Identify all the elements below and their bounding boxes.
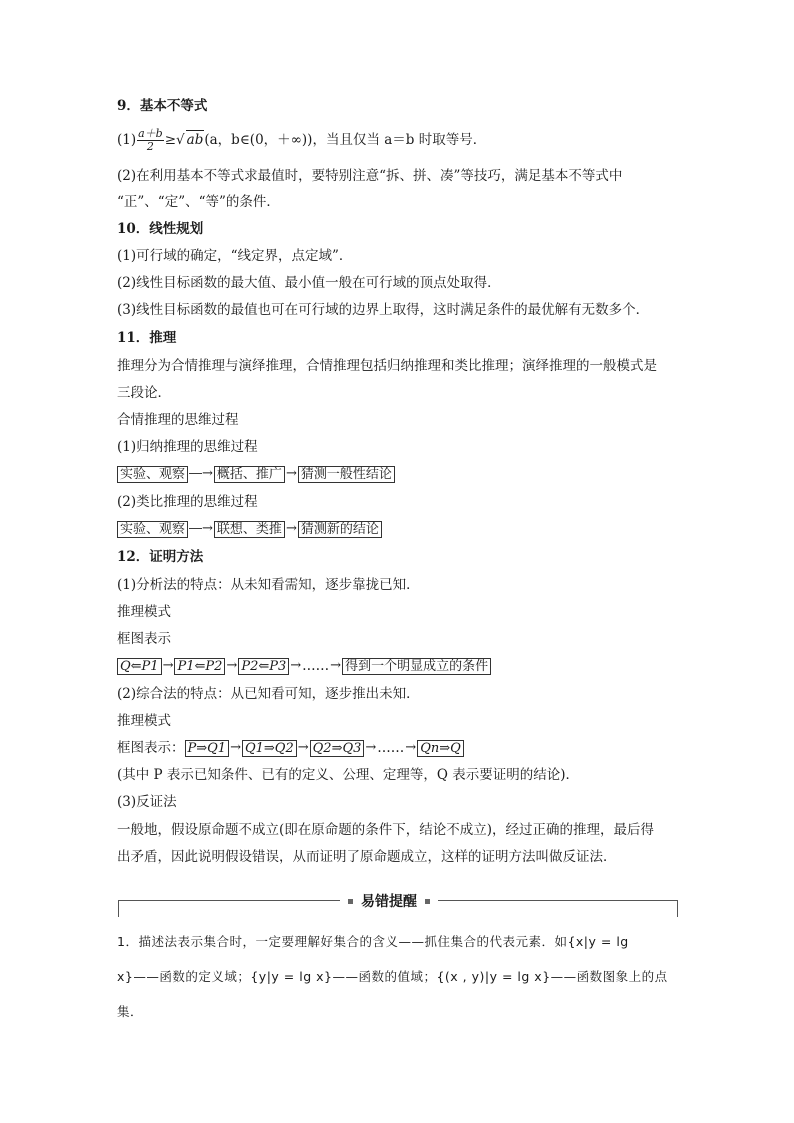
fraction-denominator: 2: [146, 140, 154, 153]
s10-line-2: (2)线性目标函数的最大值、最小值一般在可行域的顶点处取得．: [117, 275, 501, 291]
s12-para-3b: 出矛盾，因此说明假设错误，从而证明了原命题成立，这样的证明方法叫做反证法．: [117, 849, 617, 865]
s10-line-1: (1)可行域的确定，“线定界，点定域”．: [117, 248, 353, 264]
arrow-right-icon: →: [297, 740, 309, 755]
analogy-flowchart: [117, 520, 382, 538]
flow-box: 概括、推广: [214, 466, 285, 483]
error-1c: 集．: [117, 1004, 144, 1019]
s10-line-3: (3)线性目标函数的最值也可在可行域的边界上取得，这时满足条件的最优解有无数多个．: [117, 302, 650, 318]
flow-box: 实验、观察: [117, 466, 188, 483]
chart-label: 框图表示：: [117, 740, 185, 756]
section-9-heading: 9．基本不等式: [117, 98, 208, 114]
arrow-right-icon: ―→: [189, 466, 213, 481]
fraction: [137, 128, 164, 153]
s12-line-3: (3)反证法: [117, 794, 177, 810]
fraction-numerator: a＋b: [138, 127, 163, 140]
s12-note: (其中 P 表示已知条件、已有的定义、公理、定理等，Q 表示要证明的结论)．: [117, 767, 580, 783]
arrow-right-icon: →: [285, 466, 297, 481]
arrow-right-icon: →: [290, 658, 302, 673]
inequality-line: [117, 128, 486, 153]
arrow-right-icon: →: [285, 521, 297, 536]
inequality-condition: (a，b∈(0，＋∞))，当且仅当 a＝b 时取等号．: [204, 132, 487, 148]
s12-line-1: (1)分析法的特点：从未知看需知，逐步靠拢已知．: [117, 577, 420, 593]
flow-box: 猜测新的结论: [298, 521, 382, 538]
sqrt-radicand: ab: [186, 132, 204, 148]
section-12-heading: 12．证明方法: [117, 549, 204, 565]
analysis-flowchart: [117, 657, 491, 675]
flow-box: 联想、类推: [214, 521, 285, 538]
error-1b: x}——函数的定义域；{y|y = lg x}——函数的值域；{(x , y)|y = lg x}——函数图象上的点: [117, 969, 668, 984]
s9-line-2b: “正”、“定”、“等”的条件．: [117, 194, 280, 210]
flow-box: 猜测一般性结论: [298, 466, 395, 483]
arrow-right-icon: →: [162, 658, 174, 673]
flow-box: Q2⇒Q3: [310, 740, 365, 757]
s11-para-1b: 三段论．: [117, 385, 171, 401]
error-1a: 1．描述法表示集合时，一定要理解好集合的含义——抓住集合的代表元素．如{x|y = lg: [117, 934, 629, 949]
s12-mode-1: 推理模式: [117, 604, 171, 620]
s9-line-2a: (2)在利用基本不等式求最值时，要特别注意“拆、拼、凑”等技巧，满足基本不等式中: [117, 168, 623, 184]
flow-box: Q⇐P1: [117, 658, 162, 675]
flow-box: P1⇐P2: [174, 658, 225, 675]
item-number: (1): [117, 132, 137, 148]
flow-box: Q1⇒Q2: [242, 740, 297, 757]
section-title-bar: [340, 891, 438, 911]
square-bullet-icon: [348, 899, 353, 904]
ellipsis: ……: [302, 658, 330, 674]
s12-mode-2: 推理模式: [117, 713, 171, 729]
flow-box: P2⇐P3: [238, 658, 289, 675]
s12-chart-1: 框图表示: [117, 631, 171, 647]
arrow-right-icon: ―→: [189, 521, 213, 536]
arrow-right-icon: →: [226, 658, 238, 673]
section-title: 易错提醒: [361, 894, 417, 910]
induction-flowchart: [117, 465, 395, 483]
s11-para-2: 合情推理的思维过程: [117, 412, 239, 428]
square-bullet-icon: [425, 899, 430, 904]
section-11-heading: 11．推理: [117, 330, 177, 346]
section-10-heading: 10．线性规划: [117, 221, 204, 237]
analogy-title: (2)类比推理的思维过程: [117, 494, 258, 510]
arrow-right-icon: →: [365, 740, 377, 755]
flow-box: 得到一个明显成立的条件: [342, 658, 491, 675]
arrow-right-icon: →: [230, 740, 241, 755]
induction-title: (1)归纳推理的思维过程: [117, 439, 258, 455]
sqrt-icon: √: [176, 132, 185, 148]
flow-box: P⇒Q1: [185, 740, 230, 757]
arrow-right-icon: →: [405, 740, 417, 755]
synthesis-flowchart: [117, 739, 464, 757]
flow-box: Qn⇒Q: [417, 740, 464, 757]
flow-box: 实验、观察: [117, 521, 188, 538]
arrow-right-icon: →: [330, 658, 342, 673]
s11-para-1a: 推理分为合情推理与演绎推理，合情推理包括归纳推理和类比推理；演绎推理的一般模式是: [117, 358, 657, 374]
ellipsis: ……: [377, 740, 405, 756]
s12-para-3a: 一般地，假设原命题不成立(即在原命题的条件下，结论不成立)，经过正确的推理，最后得: [117, 822, 655, 838]
s12-line-2: (2)综合法的特点：从已知看可知，逐步推出未知．: [117, 686, 420, 702]
ge-sign: ≥: [164, 132, 177, 148]
